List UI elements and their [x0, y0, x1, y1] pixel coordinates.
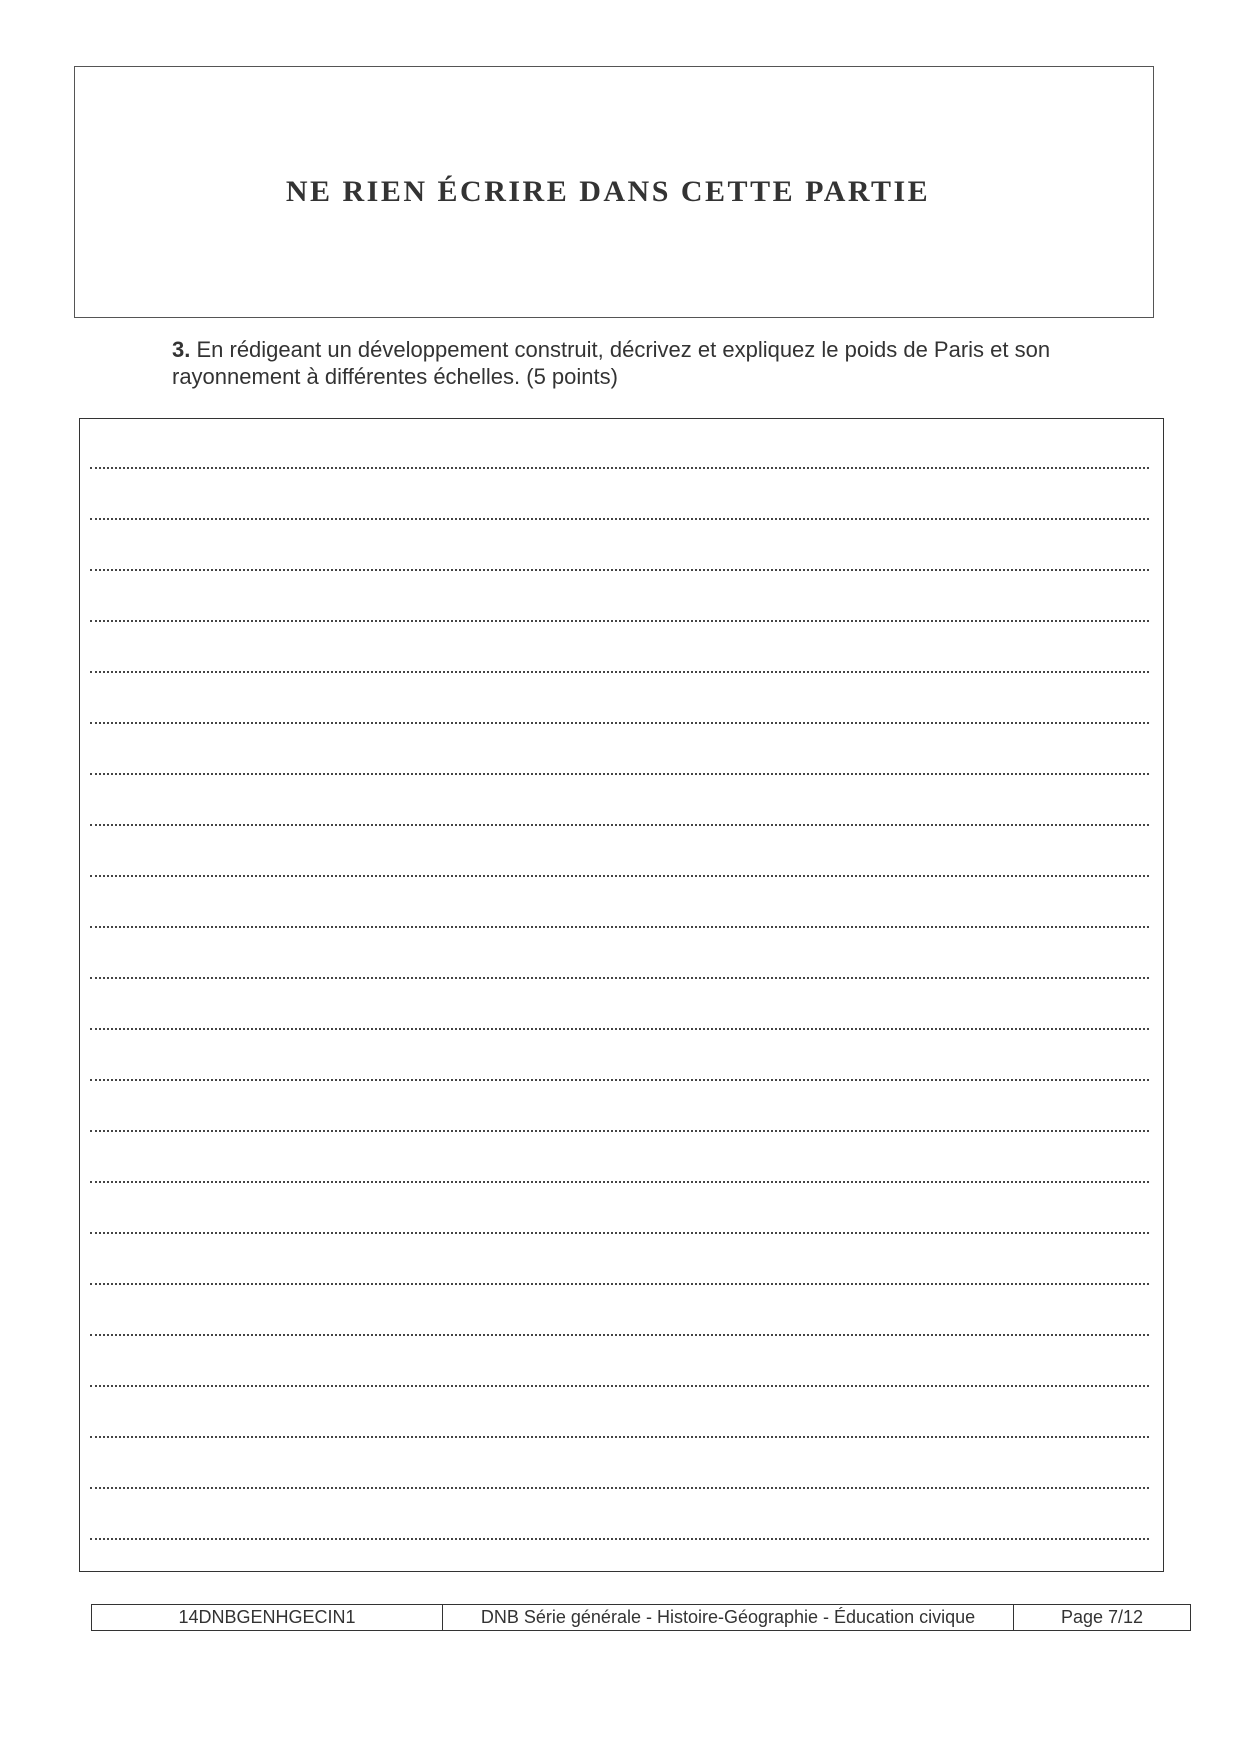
- footer-exam-code: 14DNBGENHGECIN1: [92, 1605, 443, 1630]
- answer-line[interactable]: [90, 1028, 1149, 1030]
- answer-line[interactable]: [90, 1079, 1149, 1081]
- footer-exam-title: DNB Série générale - Histoire-Géographie - Éducation civique: [443, 1605, 1014, 1630]
- answer-line[interactable]: [90, 1283, 1149, 1285]
- answer-line[interactable]: [90, 977, 1149, 979]
- answer-line[interactable]: [90, 620, 1149, 622]
- footer-page-number: Page 7/12: [1060, 1607, 1144, 1627]
- question-text: En rédigeant un développement construit, décrivez et expliquez le poids de Paris et son rayonnement à différentes échelles. (5 points): [172, 337, 1051, 389]
- answer-line[interactable]: [90, 1232, 1149, 1234]
- answer-line[interactable]: [90, 1334, 1149, 1336]
- answer-line[interactable]: [90, 1385, 1149, 1387]
- answer-line[interactable]: [90, 1130, 1149, 1132]
- answer-box[interactable]: [79, 418, 1164, 1572]
- answer-line[interactable]: [90, 569, 1149, 571]
- answer-line[interactable]: [90, 467, 1149, 469]
- reserved-area-notice: NE RIEN ÉCRIRE DANS CETTE PARTIE: [285, 175, 931, 208]
- answer-line[interactable]: [90, 926, 1149, 928]
- answer-line[interactable]: [90, 518, 1149, 520]
- answer-line[interactable]: [90, 875, 1149, 877]
- reserved-area-box: [74, 66, 1154, 318]
- page-footer: [91, 1604, 1191, 1631]
- question-number: 3.: [172, 337, 191, 362]
- answer-line[interactable]: [90, 1538, 1149, 1540]
- answer-line[interactable]: [90, 824, 1149, 826]
- answer-line[interactable]: [90, 722, 1149, 724]
- answer-line[interactable]: [90, 1487, 1149, 1489]
- question-3: [172, 336, 1162, 390]
- answer-line[interactable]: [90, 1181, 1149, 1183]
- answer-line[interactable]: [90, 1436, 1149, 1438]
- answer-line[interactable]: [90, 671, 1149, 673]
- answer-line[interactable]: [90, 773, 1149, 775]
